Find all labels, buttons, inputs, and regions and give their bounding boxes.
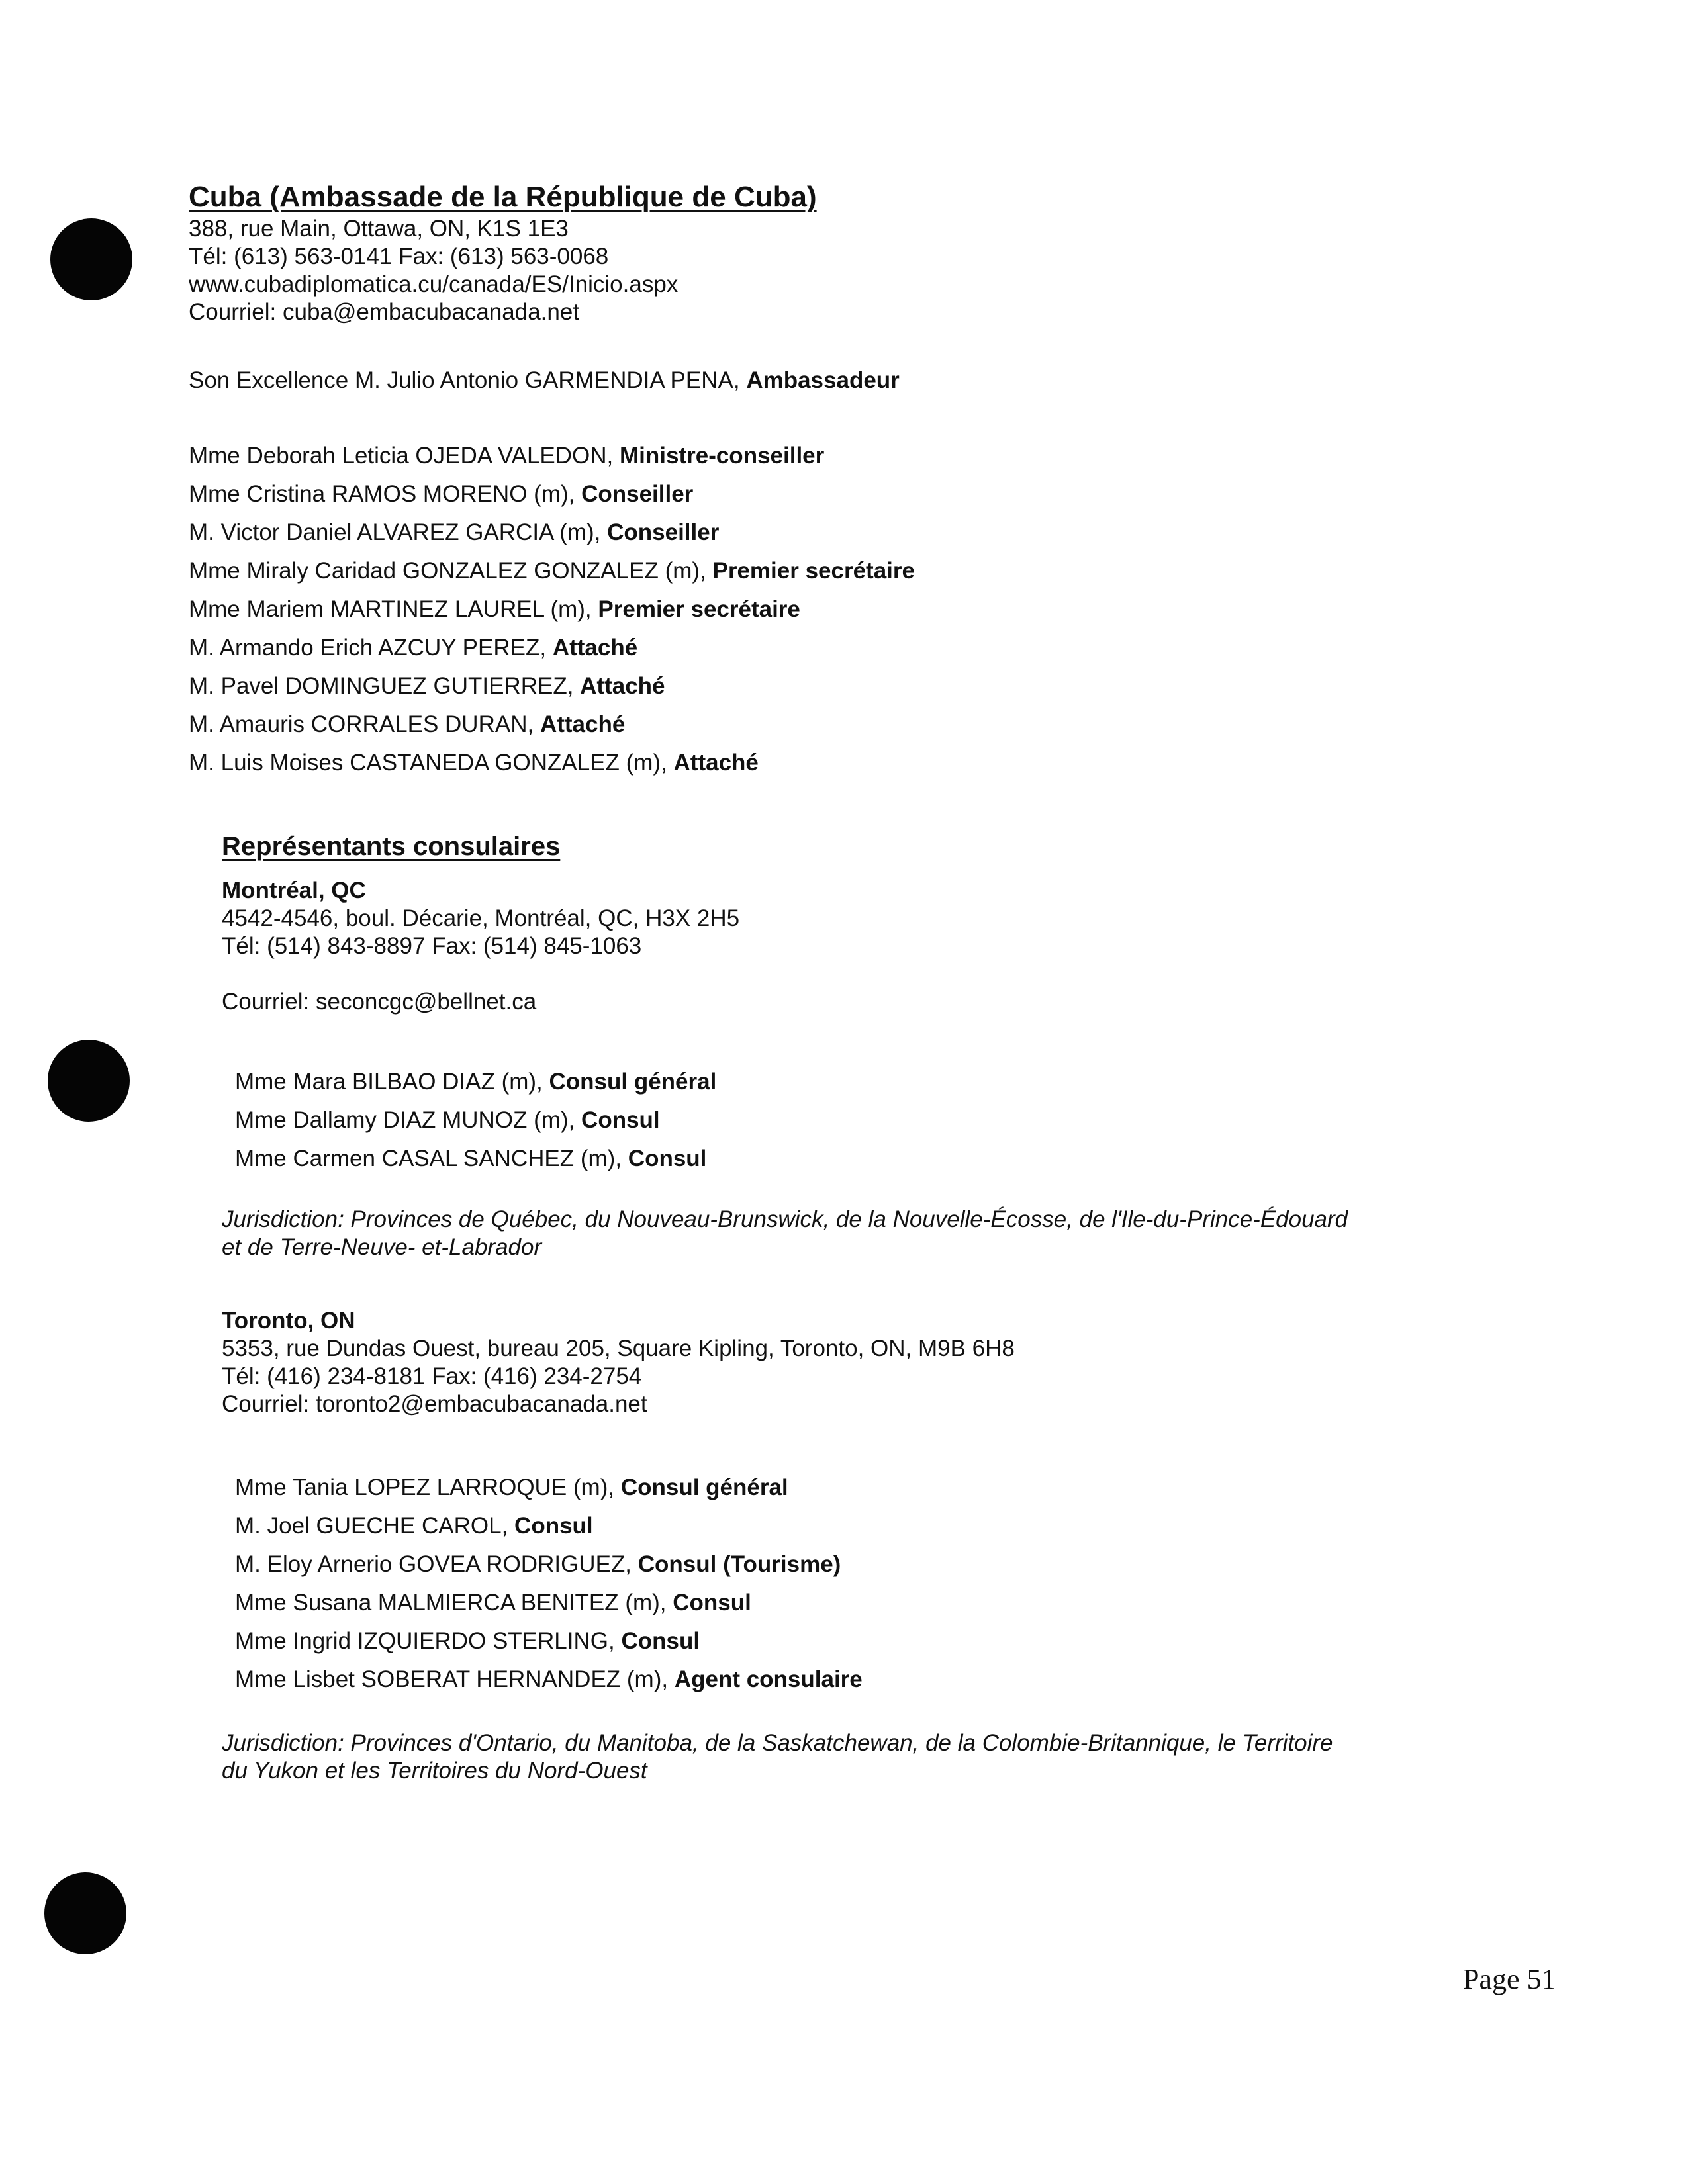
staff-name: M. Amauris CORRALES DURAN, <box>189 711 540 737</box>
staff-role: Consul <box>621 1628 700 1654</box>
staff-role: Consul (Tourisme) <box>637 1551 841 1577</box>
consular-staff-entry <box>235 1140 716 1178</box>
staff-name: Mme Carmen CASAL SANCHEZ (m), <box>235 1146 628 1171</box>
staff-role: Conseiller <box>581 481 694 507</box>
staff-entry <box>189 705 915 744</box>
embassy-contact <box>189 215 678 326</box>
montreal-staff-list <box>235 1063 716 1178</box>
consular-staff-entry <box>235 1063 716 1101</box>
consular-staff-entry <box>235 1584 863 1622</box>
punch-hole-bottom <box>44 1872 126 1954</box>
staff-entry <box>189 475 915 514</box>
staff-role: Conseiller <box>607 520 720 545</box>
office-city: Toronto, ON <box>222 1308 355 1334</box>
staff-entry <box>189 514 915 552</box>
staff-entry <box>189 437 915 475</box>
staff-entry <box>189 590 915 629</box>
embassy-staff-list <box>189 437 915 782</box>
embassy-phone-fax: Tél: (613) 563-0141 Fax: (613) 563-0068 <box>189 244 609 269</box>
office-email: Courriel: seconcgc@bellnet.ca <box>222 989 537 1015</box>
staff-role: Consul <box>581 1107 660 1133</box>
staff-role: Consul <box>673 1590 751 1615</box>
staff-name: Mme Tania LOPEZ LARROQUE (m), <box>235 1475 621 1500</box>
consular-staff-entry <box>235 1622 863 1661</box>
office-address: 4542-4546, boul. Décarie, Montréal, QC, H3X 2H5 <box>222 905 740 931</box>
consular-staff-entry <box>235 1661 863 1699</box>
staff-name: Mme Cristina RAMOS MORENO (m), <box>189 481 582 507</box>
staff-name: Mme Dallamy DIAZ MUNOZ (m), <box>235 1107 582 1133</box>
office-email: Courriel: toronto2@embacubacanada.net <box>222 1391 647 1417</box>
staff-entry <box>189 667 915 705</box>
staff-name: Mme Mara BILBAO DIAZ (m), <box>235 1069 549 1095</box>
staff-name: M. Joel GUECHE CAROL, <box>235 1513 515 1539</box>
staff-role: Attaché <box>552 635 638 660</box>
staff-name: Mme Ingrid IZQUIERDO STERLING, <box>235 1628 622 1654</box>
punch-hole-top <box>50 218 132 300</box>
staff-role: Attaché <box>580 673 665 699</box>
consular-staff-entry <box>235 1469 863 1507</box>
toronto-staff-list <box>235 1469 863 1699</box>
staff-entry <box>189 629 915 667</box>
staff-name: M. Pavel DOMINGUEZ GUTIERREZ, <box>189 673 581 699</box>
office-address: 5353, rue Dundas Ouest, bureau 205, Square Kipling, Toronto, ON, M9B 6H8 <box>222 1336 1015 1361</box>
office-city: Montréal, QC <box>222 878 366 903</box>
montreal-office-contact <box>222 877 739 1016</box>
office-phone-fax: Tél: (416) 234-8181 Fax: (416) 234-2754 <box>222 1363 642 1389</box>
staff-name: Mme Deborah Leticia OJEDA VALEDON, <box>189 443 620 469</box>
consular-staff-entry <box>235 1507 863 1545</box>
staff-name: Mme Miraly Caridad GONZALEZ GONZALEZ (m), <box>189 558 713 584</box>
toronto-office-contact <box>222 1307 1015 1418</box>
staff-role: Consul général <box>549 1069 717 1095</box>
montreal-jurisdiction: Jurisdiction: Provinces de Québec, du Nouveau-Brunswick, de la Nouvelle-Écosse, de l'Ile-du-Prince-Édouard et de Terre-Neuve- et-Labrador <box>222 1206 1348 1260</box>
staff-name: M. Armando Erich AZCUY PEREZ, <box>189 635 553 660</box>
staff-role: Consul <box>514 1513 593 1539</box>
staff-role: Premier secrétaire <box>598 596 800 622</box>
staff-role: Attaché <box>673 750 759 776</box>
staff-role: Premier secrétaire <box>712 558 915 584</box>
punch-hole-middle <box>48 1040 130 1122</box>
staff-name: M. Luis Moises CASTANEDA GONZALEZ (m), <box>189 750 674 776</box>
staff-role: Consul <box>628 1146 707 1171</box>
embassy-address: 388, rue Main, Ottawa, ON, K1S 1E3 <box>189 216 569 242</box>
page-number: Page 51 <box>1463 1963 1556 1995</box>
staff-name: M. Victor Daniel ALVAREZ GARCIA (m), <box>189 520 608 545</box>
staff-role: Ministre-conseiller <box>620 443 825 469</box>
consular-staff-entry <box>235 1101 716 1140</box>
staff-entry <box>189 744 915 782</box>
staff-role: Agent consulaire <box>674 1666 863 1692</box>
staff-name: Mme Susana MALMIERCA BENITEZ (m), <box>235 1590 673 1615</box>
embassy-website: www.cubadiplomatica.cu/canada/ES/Inicio.aspx <box>189 271 679 297</box>
staff-name: M. Eloy Arnerio GOVEA RODRIGUEZ, <box>235 1551 638 1577</box>
staff-name: Mme Mariem MARTINEZ LAUREL (m), <box>189 596 598 622</box>
staff-entry <box>189 552 915 590</box>
staff-role: Consul général <box>620 1475 788 1500</box>
ambassador-name: Son Excellence M. Julio Antonio GARMENDIA PENA, <box>189 367 747 393</box>
staff-name: Mme Lisbet SOBERAT HERNANDEZ (m), <box>235 1666 675 1692</box>
consular-heading: Représentants consulaires <box>222 832 561 861</box>
ambassador-title: Ambassadeur <box>746 367 900 393</box>
embassy-email: Courriel: cuba@embacubacanada.net <box>189 299 580 325</box>
ambassador-entry <box>189 367 900 394</box>
office-phone-fax: Tél: (514) 843-8897 Fax: (514) 845-1063 <box>222 933 642 959</box>
embassy-title: Cuba (Ambassade de la République de Cuba) <box>189 181 817 213</box>
staff-role: Attaché <box>539 711 626 737</box>
consular-staff-entry <box>235 1545 863 1584</box>
toronto-jurisdiction: Jurisdiction: Provinces d'Ontario, du Manitoba, de la Saskatchewan, de la Colombie-Britannique, le Territoire du Yukon et les Territoires du Nord-Ouest <box>222 1730 1333 1784</box>
